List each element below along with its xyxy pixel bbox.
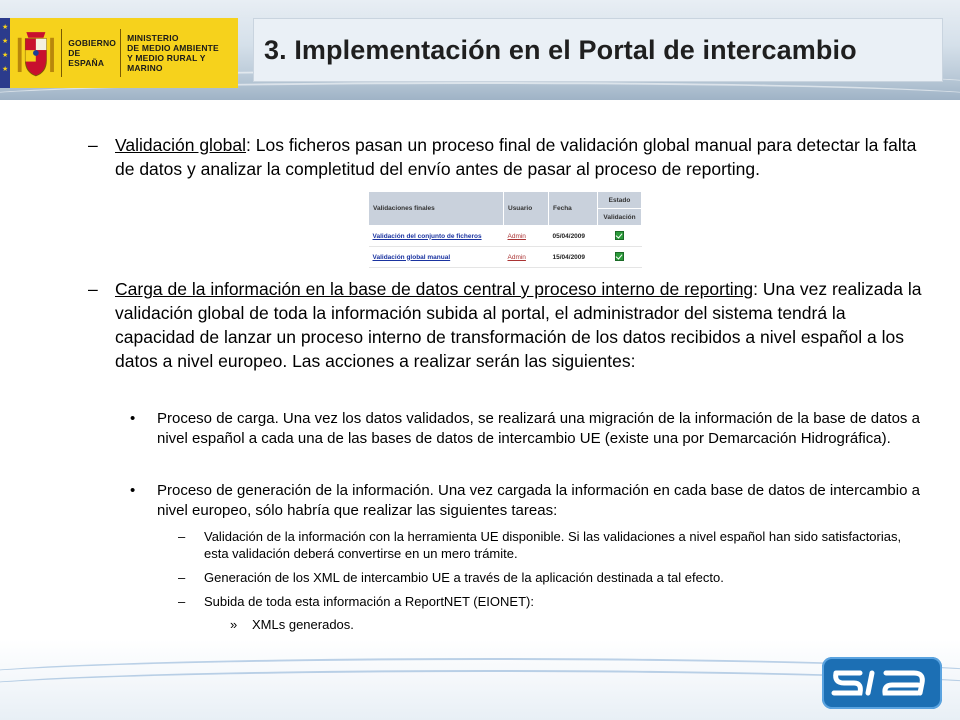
government-logo [0, 18, 238, 88]
user-link[interactable]: Admin [504, 226, 549, 247]
sub-item-text: Generación de los XML de intercambio UE a través de la aplicación destinada a tal efecto. [204, 570, 724, 585]
bullet-text: Proceso de carga. Una vez los datos validados, se realizará una migración de la información de la base de datos a nivel español a cada una de las bases de datos de intercambio UE (existe una por Demarcación Hidrográfica). [157, 410, 920, 447]
green-check-icon [615, 252, 624, 261]
sub-item-text: Subida de toda esta información a ReportNET (EIONET): [204, 594, 534, 609]
title-box [253, 18, 943, 82]
bullet-text: Proceso de generación de la información. Una vez cargada la información en cada base de datos de intercambio a nivel europeo, sólo habría que realizar las siguientes tareas: [157, 482, 920, 519]
dash-marker: – [178, 529, 186, 544]
bullet-item-proceso-generacion [130, 481, 930, 521]
dash-marker: – [88, 279, 98, 299]
dash-marker: – [178, 570, 186, 585]
footer-wave [0, 670, 960, 712]
item-heading: Carga de la información en la base de datos central y proceso interno de reporting [115, 279, 754, 299]
coat-of-arms-icon [14, 23, 58, 83]
column-header-name: Validaciones finales [369, 192, 504, 226]
item-body: : Una vez realizada la validación global de toda la información subida al portal, el administrador del sistema tendrá la capacidad de lanzar un proceso interno de transformación de los datos recibidos a nivel español a los datos a nivel europeo. Las acciones a realizar serán las siguientes: [115, 279, 922, 371]
validation-link[interactable]: Validación global manual [369, 247, 504, 268]
status-cell [598, 226, 642, 247]
bullet-marker: • [130, 482, 136, 499]
column-header-date: Fecha [549, 192, 598, 226]
column-header-validation: Validación [598, 209, 642, 226]
item-body: : Los ficheros pasan un proceso final de validación global manual para detectar la falta de datos y analizar la completitud del envío antes de pasar al proceso de reporting. [115, 135, 917, 179]
subsub-item-text: XMLs generados. [252, 617, 354, 632]
eu-flag-strip: ★ ★ ★ ★ [0, 18, 10, 88]
column-header-user: Usuario [504, 192, 549, 226]
sia-logo [822, 657, 942, 709]
sub-item-text: Validación de la información con la herramienta UE disponible. Si las validaciones a nivel español han sido satisfactorias, esta validación deberá convertirse en un mero trámite. [204, 529, 902, 561]
validation-link[interactable]: Validación del conjunto de ficheros [369, 226, 504, 247]
bullet-marker: • [130, 410, 136, 427]
logo-divider [120, 29, 121, 77]
chevron-marker: » [230, 617, 238, 632]
sia-logo-icon [830, 663, 934, 703]
list-item-carga-informacion [88, 277, 928, 373]
dash-marker: – [88, 135, 98, 155]
page-title: 3. Implementación en el Portal de intercambio [264, 34, 857, 65]
dash-marker: – [178, 594, 186, 609]
validation-table [368, 191, 642, 268]
column-header-status: Estado [598, 192, 642, 209]
subsub-item-xmls [230, 617, 530, 633]
sub-item-subida-reportnet [178, 594, 928, 611]
gobierno-label: GOBIERNO DE ESPAÑA [68, 38, 117, 68]
footer-band [0, 640, 960, 720]
status-cell [598, 247, 642, 268]
ministry-label: MINISTERIO DE MEDIO AMBIENTE Y MEDIO RURAL Y MARINO [127, 33, 219, 73]
date-cell: 05/04/2009 [549, 226, 598, 247]
sub-item-validacion-ue [178, 529, 928, 562]
user-link[interactable]: Admin [504, 247, 549, 268]
list-item-validacion-global [88, 133, 928, 181]
bullet-item-proceso-carga [130, 409, 930, 449]
table-row [369, 247, 642, 268]
sub-item-generacion-xml [178, 570, 928, 587]
green-check-icon [615, 231, 624, 240]
logo-divider [61, 29, 62, 77]
item-heading: Validación global [115, 135, 247, 155]
date-cell: 15/04/2009 [549, 247, 598, 268]
table-row [369, 226, 642, 247]
